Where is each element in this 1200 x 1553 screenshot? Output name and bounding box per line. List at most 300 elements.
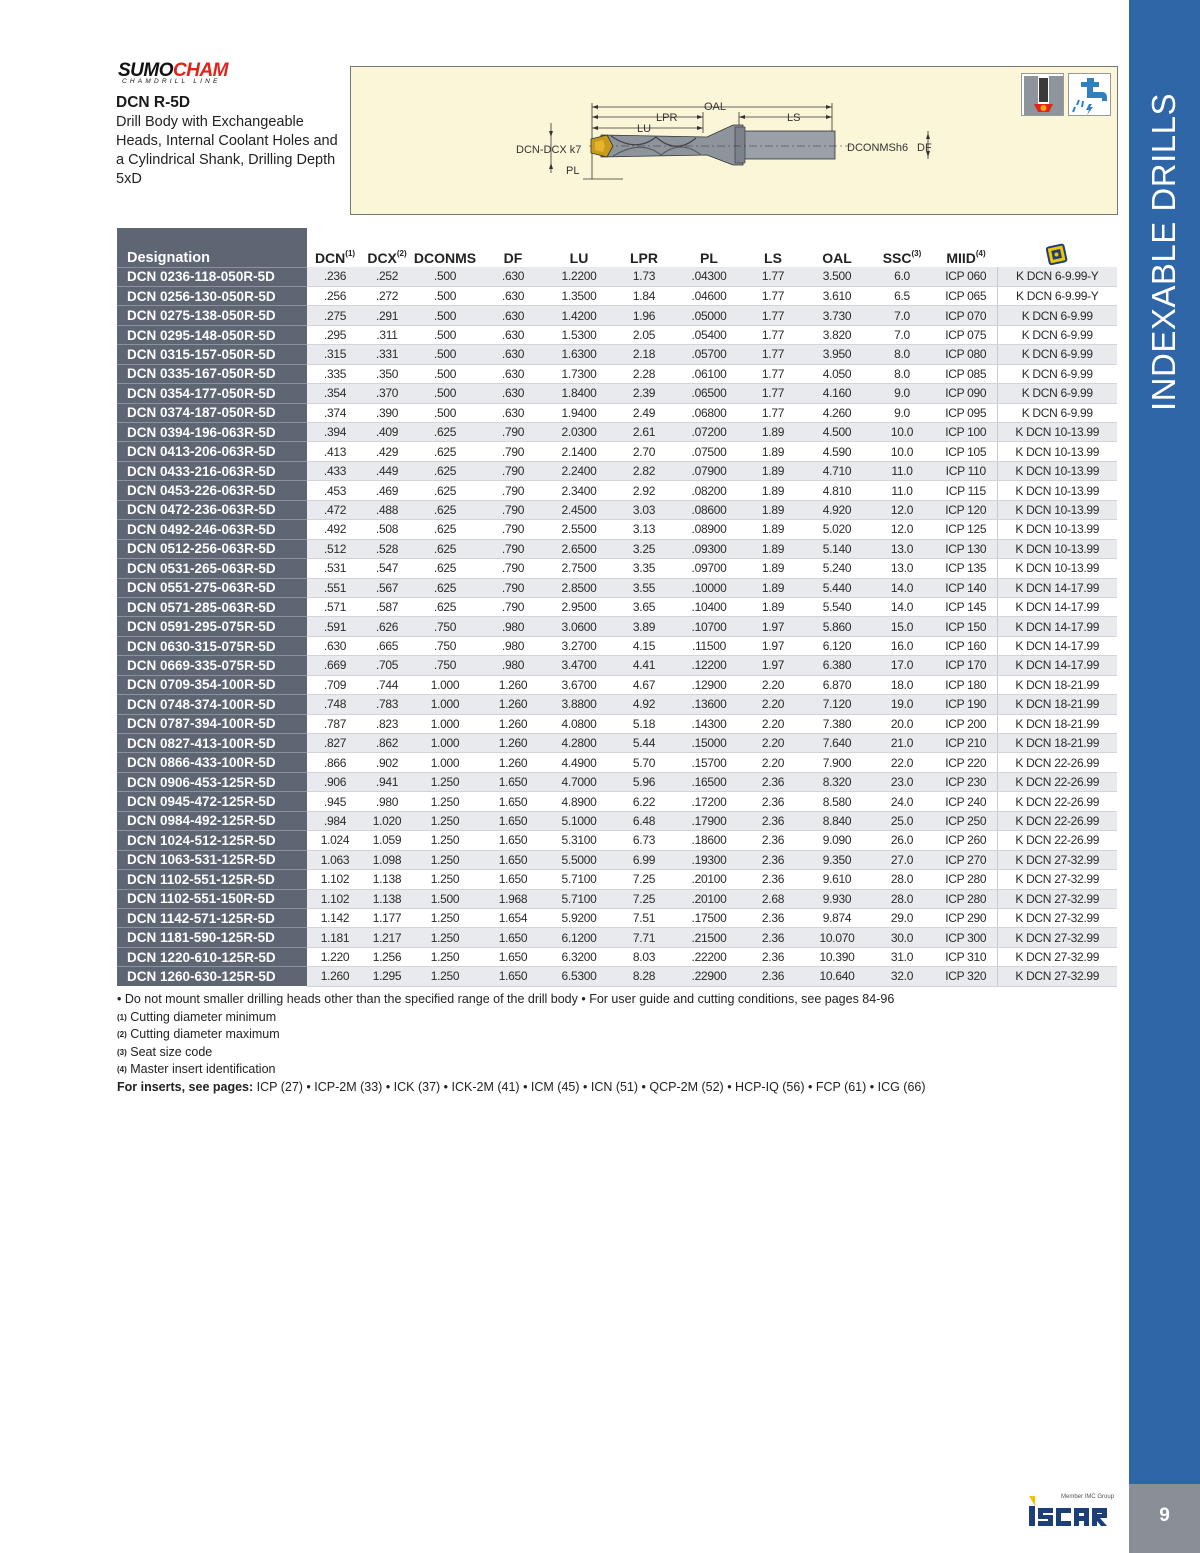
cell-designation: DCN 0984-492-125R-5D: [117, 811, 307, 830]
cell-lpr: 2.05: [611, 325, 677, 344]
cell-ssc: 25.0: [869, 811, 935, 830]
cell-df: 1.260: [479, 753, 547, 772]
cell-ssc: 29.0: [869, 908, 935, 927]
cell-dconms: 1.250: [411, 947, 479, 966]
cell-dcn: 1.024: [307, 831, 363, 850]
cell-lu: 3.0600: [547, 617, 611, 636]
header-dcn: [307, 228, 363, 267]
cell-pl: .11500: [677, 636, 741, 655]
footnote-2-text: Cutting diameter maximum: [130, 1027, 280, 1041]
cell-dcn: .512: [307, 539, 363, 558]
table-row: [117, 850, 1117, 869]
label-ls: LS: [787, 112, 801, 124]
cell-dconms: .500: [411, 384, 479, 403]
cell-oal: 4.050: [805, 364, 869, 383]
cell-miid: ICP 210: [935, 734, 997, 753]
cell-designation: DCN 0413-206-063R-5D: [117, 442, 307, 461]
cell-dconms: .625: [411, 559, 479, 578]
cell-miid: ICP 140: [935, 578, 997, 597]
table-row: [117, 753, 1117, 772]
cell-lu: 2.8500: [547, 578, 611, 597]
cell-miid: ICP 200: [935, 714, 997, 733]
cell-ls: 2.20: [741, 675, 805, 694]
cell-ls: 1.89: [741, 442, 805, 461]
cell-ls: 2.36: [741, 967, 805, 986]
cell-designation: DCN 0787-394-100R-5D: [117, 714, 307, 733]
cell-master-key: K DCN 22-26.99: [997, 753, 1117, 772]
cell-miid: ICP 095: [935, 403, 997, 422]
inserts-pages: ICP (27) • ICP-2M (33) • ICK (37) • ICK-2M (41) • ICM (45) • ICN (51) • QCP-2M (52) • HCP-IQ (56) • FCP (61) • ICG (66): [253, 1079, 926, 1094]
cell-oal: 3.730: [805, 306, 869, 325]
table-row: [117, 306, 1117, 325]
cell-oal: 5.540: [805, 597, 869, 616]
cell-lu: 5.5000: [547, 850, 611, 869]
cell-lu: 1.4200: [547, 306, 611, 325]
cell-miid: ICP 160: [935, 636, 997, 655]
cell-pl: .08900: [677, 520, 741, 539]
cell-lpr: 8.03: [611, 947, 677, 966]
cell-dconms: 1.250: [411, 811, 479, 830]
cell-pl: .20100: [677, 870, 741, 889]
header-master-key: [997, 228, 1117, 267]
section-title: INDEXABLE DRILLS: [1145, 93, 1182, 411]
cell-ls: 1.89: [741, 461, 805, 480]
cell-dcx: .547: [363, 559, 411, 578]
cell-oal: 5.140: [805, 539, 869, 558]
cell-dcn: .492: [307, 520, 363, 539]
cell-lpr: 3.55: [611, 578, 677, 597]
cell-oal: 5.440: [805, 578, 869, 597]
cell-master-key: K DCN 27-32.99: [997, 967, 1117, 986]
cell-oal: 9.350: [805, 850, 869, 869]
cell-master-key: K DCN 6-9.99: [997, 384, 1117, 403]
cell-dconms: 1.000: [411, 714, 479, 733]
cell-dconms: .625: [411, 461, 479, 480]
cell-ssc: 14.0: [869, 597, 935, 616]
cell-lpr: 4.15: [611, 636, 677, 655]
cell-ls: 2.36: [741, 831, 805, 850]
cell-designation: DCN 1142-571-125R-5D: [117, 908, 307, 927]
cell-ls: 1.89: [741, 559, 805, 578]
cell-lu: 2.9500: [547, 597, 611, 616]
cell-oal: 4.500: [805, 423, 869, 442]
cell-master-key: K DCN 6-9.99-Y: [997, 267, 1117, 286]
cell-master-key: K DCN 27-32.99: [997, 908, 1117, 927]
cell-pl: .07200: [677, 423, 741, 442]
cell-df: 1.260: [479, 695, 547, 714]
label-lpr: LPR: [656, 112, 678, 124]
cell-lpr: 2.39: [611, 384, 677, 403]
cell-df: 1.650: [479, 967, 547, 986]
cell-dcx: .823: [363, 714, 411, 733]
cell-designation: DCN 0374-187-050R-5D: [117, 403, 307, 422]
cell-designation: DCN 0275-138-050R-5D: [117, 306, 307, 325]
cell-ls: 2.20: [741, 753, 805, 772]
cell-dcn: .472: [307, 500, 363, 519]
cell-pl: .07900: [677, 461, 741, 480]
cell-df: .630: [479, 364, 547, 383]
cell-lpr: 3.03: [611, 500, 677, 519]
table-row: [117, 792, 1117, 811]
cell-miid: ICP 220: [935, 753, 997, 772]
cell-dcx: .370: [363, 384, 411, 403]
drilling-application-icon: [1021, 73, 1064, 116]
cell-lpr: 7.51: [611, 908, 677, 927]
iscar-logo: [1027, 1494, 1119, 1528]
label-dconms: DCONMSh6: [847, 142, 909, 154]
cell-lpr: 4.67: [611, 675, 677, 694]
cell-ls: 2.36: [741, 947, 805, 966]
cell-master-key: K DCN 10-13.99: [997, 442, 1117, 461]
cell-dcn: .295: [307, 325, 363, 344]
cell-master-key: K DCN 14-17.99: [997, 636, 1117, 655]
header-pl: PL: [700, 250, 718, 266]
cell-dconms: 1.500: [411, 889, 479, 908]
cell-df: .980: [479, 656, 547, 675]
cell-pl: .05700: [677, 345, 741, 364]
cell-ls: 1.77: [741, 267, 805, 286]
cell-designation: DCN 1063-531-125R-5D: [117, 850, 307, 869]
cell-miid: ICP 080: [935, 345, 997, 364]
cell-pl: .17500: [677, 908, 741, 927]
cell-lu: 2.1400: [547, 442, 611, 461]
cell-lu: 5.3100: [547, 831, 611, 850]
cell-miid: ICP 060: [935, 267, 997, 286]
cell-dcn: .591: [307, 617, 363, 636]
cell-oal: 6.870: [805, 675, 869, 694]
cell-df: .790: [479, 559, 547, 578]
cell-designation: DCN 1024-512-125R-5D: [117, 831, 307, 850]
cell-ls: 2.20: [741, 695, 805, 714]
cell-lu: 2.3400: [547, 481, 611, 500]
cell-miid: ICP 260: [935, 831, 997, 850]
cell-lu: 5.7100: [547, 870, 611, 889]
cell-dcn: .256: [307, 286, 363, 305]
cell-master-key: K DCN 14-17.99: [997, 617, 1117, 636]
cell-lu: 3.2700: [547, 636, 611, 655]
cell-ls: 1.89: [741, 578, 805, 597]
cell-lpr: 6.73: [611, 831, 677, 850]
cell-lu: 1.6300: [547, 345, 611, 364]
cell-ls: 1.97: [741, 617, 805, 636]
cell-dcx: .469: [363, 481, 411, 500]
cell-lpr: 2.61: [611, 423, 677, 442]
cell-miid: ICP 240: [935, 792, 997, 811]
cell-dconms: .500: [411, 286, 479, 305]
cell-ls: 1.97: [741, 656, 805, 675]
table-row: [117, 928, 1117, 947]
cell-ssc: 31.0: [869, 947, 935, 966]
cell-ssc: 10.0: [869, 442, 935, 461]
cell-pl: .09300: [677, 539, 741, 558]
cell-dcx: .488: [363, 500, 411, 519]
cell-pl: .15700: [677, 753, 741, 772]
cell-master-key: K DCN 22-26.99: [997, 792, 1117, 811]
cell-ssc: 32.0: [869, 967, 935, 986]
cell-oal: 10.070: [805, 928, 869, 947]
cell-oal: 9.090: [805, 831, 869, 850]
cell-miid: ICP 320: [935, 967, 997, 986]
cell-ssc: 18.0: [869, 675, 935, 694]
cell-miid: ICP 190: [935, 695, 997, 714]
cell-lu: 6.5300: [547, 967, 611, 986]
cell-df: .790: [479, 539, 547, 558]
cell-df: .630: [479, 325, 547, 344]
cell-oal: 8.840: [805, 811, 869, 830]
cell-lpr: 5.70: [611, 753, 677, 772]
cell-ssc: 8.0: [869, 364, 935, 383]
table-row: [117, 908, 1117, 927]
cell-df: 1.650: [479, 792, 547, 811]
cell-oal: 7.900: [805, 753, 869, 772]
footnote-3: [117, 1044, 1117, 1062]
cell-dcn: .275: [307, 306, 363, 325]
cell-df: .790: [479, 461, 547, 480]
cell-miid: ICP 120: [935, 500, 997, 519]
footnote-2: [117, 1026, 1117, 1044]
cell-pl: .07500: [677, 442, 741, 461]
cell-ssc: 17.0: [869, 656, 935, 675]
cell-pl: .22200: [677, 947, 741, 966]
cell-lpr: 2.70: [611, 442, 677, 461]
cell-dconms: .750: [411, 617, 479, 636]
cell-ls: 1.77: [741, 364, 805, 383]
cell-dcx: .705: [363, 656, 411, 675]
cell-dcn: .236: [307, 267, 363, 286]
cell-oal: 9.610: [805, 870, 869, 889]
cell-master-key: K DCN 14-17.99: [997, 578, 1117, 597]
inserts-label: For inserts, see pages:: [117, 1079, 254, 1094]
cell-master-key: K DCN 6-9.99: [997, 325, 1117, 344]
cell-master-key: K DCN 10-13.99: [997, 481, 1117, 500]
cell-ls: 1.89: [741, 597, 805, 616]
footnote-1: [117, 1009, 1117, 1027]
cell-dconms: .625: [411, 597, 479, 616]
cell-oal: 4.920: [805, 500, 869, 519]
cell-designation: DCN 0866-433-100R-5D: [117, 753, 307, 772]
cell-miid: ICP 280: [935, 870, 997, 889]
cell-dconms: 1.000: [411, 695, 479, 714]
cell-miid: ICP 125: [935, 520, 997, 539]
cell-df: .630: [479, 384, 547, 403]
cell-dcn: 1.063: [307, 850, 363, 869]
cell-dconms: 1.000: [411, 753, 479, 772]
cell-dcx: .390: [363, 403, 411, 422]
cell-df: .790: [479, 578, 547, 597]
cell-ls: 1.89: [741, 423, 805, 442]
cell-ssc: 8.0: [869, 345, 935, 364]
footnote-4-text: Master insert identification: [130, 1062, 276, 1076]
cell-miid: ICP 085: [935, 364, 997, 383]
cell-pl: .06500: [677, 384, 741, 403]
table-row: [117, 695, 1117, 714]
cell-dcn: .906: [307, 772, 363, 791]
cell-dconms: 1.000: [411, 675, 479, 694]
cell-oal: 5.020: [805, 520, 869, 539]
cell-lpr: 2.28: [611, 364, 677, 383]
cell-dcn: .433: [307, 461, 363, 480]
insert-key-icon: [1046, 242, 1068, 266]
cell-ls: 1.89: [741, 481, 805, 500]
cell-df: .630: [479, 345, 547, 364]
cell-df: 1.260: [479, 734, 547, 753]
cell-dcn: .748: [307, 695, 363, 714]
cell-dcx: 1.138: [363, 889, 411, 908]
header-dcn-sup: (1): [345, 249, 356, 258]
cell-df: 1.650: [479, 850, 547, 869]
cell-ssc: 9.0: [869, 384, 935, 403]
cell-pl: .18600: [677, 831, 741, 850]
cell-master-key: K DCN 18-21.99: [997, 695, 1117, 714]
cell-dcn: .551: [307, 578, 363, 597]
cell-dcn: 1.102: [307, 889, 363, 908]
cell-ssc: 28.0: [869, 870, 935, 889]
table-row: [117, 714, 1117, 733]
cell-dcx: 1.217: [363, 928, 411, 947]
cell-pl: .13600: [677, 695, 741, 714]
cell-master-key: K DCN 10-13.99: [997, 500, 1117, 519]
footnote-1-mark: (1): [117, 1012, 127, 1022]
cell-ssc: 11.0: [869, 481, 935, 500]
cell-designation: DCN 0512-256-063R-5D: [117, 539, 307, 558]
cell-lpr: 1.84: [611, 286, 677, 305]
cell-lu: 1.2200: [547, 267, 611, 286]
cell-ssc: 10.0: [869, 423, 935, 442]
cell-lu: 5.7100: [547, 889, 611, 908]
header-designation: Designation: [117, 228, 307, 267]
header-ssc-text: SSC: [882, 250, 912, 266]
cell-designation: DCN 0591-295-075R-5D: [117, 617, 307, 636]
cell-lpr: 7.71: [611, 928, 677, 947]
cell-dcn: 1.102: [307, 870, 363, 889]
cell-oal: 7.380: [805, 714, 869, 733]
cell-master-key: K DCN 10-13.99: [997, 423, 1117, 442]
cell-dcx: 1.295: [363, 967, 411, 986]
cell-master-key: K DCN 27-32.99: [997, 928, 1117, 947]
cell-dconms: 1.250: [411, 831, 479, 850]
footnote-2-mark: (2): [117, 1030, 127, 1039]
table-row: [117, 461, 1117, 480]
cell-dconms: 1.250: [411, 908, 479, 927]
cell-dcn: 1.220: [307, 947, 363, 966]
cell-dcx: .783: [363, 695, 411, 714]
table-row: [117, 481, 1117, 500]
cell-dcx: .291: [363, 306, 411, 325]
cell-df: 1.260: [479, 675, 547, 694]
cell-ssc: 26.0: [869, 831, 935, 850]
cell-dcx: .449: [363, 461, 411, 480]
cell-df: 1.260: [479, 714, 547, 733]
cell-master-key: K DCN 22-26.99: [997, 831, 1117, 850]
cell-lpr: 1.73: [611, 267, 677, 286]
table-body: [117, 267, 1117, 986]
table-row: [117, 967, 1117, 986]
cell-ssc: 28.0: [869, 889, 935, 908]
cell-pl: .17200: [677, 792, 741, 811]
cell-lpr: 3.65: [611, 597, 677, 616]
cell-dconms: .500: [411, 345, 479, 364]
cell-lpr: 1.96: [611, 306, 677, 325]
cell-dconms: 1.000: [411, 734, 479, 753]
cell-ls: 1.89: [741, 539, 805, 558]
cell-dcn: 1.181: [307, 928, 363, 947]
cell-dcn: .787: [307, 714, 363, 733]
cell-oal: 8.320: [805, 772, 869, 791]
cell-df: 1.650: [479, 772, 547, 791]
cell-df: .790: [479, 481, 547, 500]
cell-designation: DCN 0354-177-050R-5D: [117, 384, 307, 403]
cell-lu: 4.0800: [547, 714, 611, 733]
cell-dcx: 1.020: [363, 811, 411, 830]
cell-ssc: 13.0: [869, 559, 935, 578]
cell-ssc: 19.0: [869, 695, 935, 714]
cell-oal: 4.160: [805, 384, 869, 403]
cell-designation: DCN 1181-590-125R-5D: [117, 928, 307, 947]
cell-ls: 2.36: [741, 772, 805, 791]
cell-dcx: .272: [363, 286, 411, 305]
header-dcx-sup: (2): [396, 249, 407, 258]
cell-df: .980: [479, 636, 547, 655]
cell-lu: 1.5300: [547, 325, 611, 344]
cell-oal: 4.810: [805, 481, 869, 500]
label-dcn-dcx: DCN-DCX k7: [516, 144, 582, 156]
footnote-4-mark: (4): [117, 1065, 127, 1074]
table-row: [117, 500, 1117, 519]
cell-master-key: K DCN 10-13.99: [997, 461, 1117, 480]
cell-lpr: 8.28: [611, 967, 677, 986]
cell-dconms: .625: [411, 539, 479, 558]
cell-df: 1.650: [479, 811, 547, 830]
cell-ssc: 9.0: [869, 403, 935, 422]
table-row: [117, 520, 1117, 539]
table-row: [117, 578, 1117, 597]
cell-dcn: .669: [307, 656, 363, 675]
cell-dcx: .941: [363, 772, 411, 791]
cell-ls: 2.36: [741, 870, 805, 889]
logo-brand-part1: SUMO: [118, 60, 173, 81]
cell-dcx: 1.177: [363, 908, 411, 927]
cell-ls: 1.77: [741, 306, 805, 325]
cell-master-key: K DCN 10-13.99: [997, 520, 1117, 539]
cell-ls: 1.77: [741, 403, 805, 422]
cell-lu: 3.4700: [547, 656, 611, 675]
page-number: 9: [1159, 1505, 1170, 1526]
cell-df: 1.650: [479, 831, 547, 850]
cell-dcx: 1.098: [363, 850, 411, 869]
cell-ssc: 23.0: [869, 772, 935, 791]
cell-dconms: 1.250: [411, 928, 479, 947]
cell-ls: 2.20: [741, 734, 805, 753]
cell-master-key: K DCN 6-9.99: [997, 345, 1117, 364]
cell-dcx: 1.256: [363, 947, 411, 966]
cell-miid: ICP 250: [935, 811, 997, 830]
cell-designation: DCN 0453-226-063R-5D: [117, 481, 307, 500]
cell-dcn: .374: [307, 403, 363, 422]
cell-dcn: .453: [307, 481, 363, 500]
cell-miid: ICP 180: [935, 675, 997, 694]
cell-pl: .06800: [677, 403, 741, 422]
cell-pl: .10700: [677, 617, 741, 636]
cell-df: 1.650: [479, 947, 547, 966]
table-header-row: [117, 228, 1117, 267]
cell-miid: ICP 280: [935, 889, 997, 908]
cell-dcn: .531: [307, 559, 363, 578]
cell-dconms: .625: [411, 500, 479, 519]
member-imc-text: Member IMC Group: [1061, 1494, 1115, 1500]
cell-master-key: K DCN 22-26.99: [997, 772, 1117, 791]
cell-lu: 4.7000: [547, 772, 611, 791]
cell-oal: 6.380: [805, 656, 869, 675]
